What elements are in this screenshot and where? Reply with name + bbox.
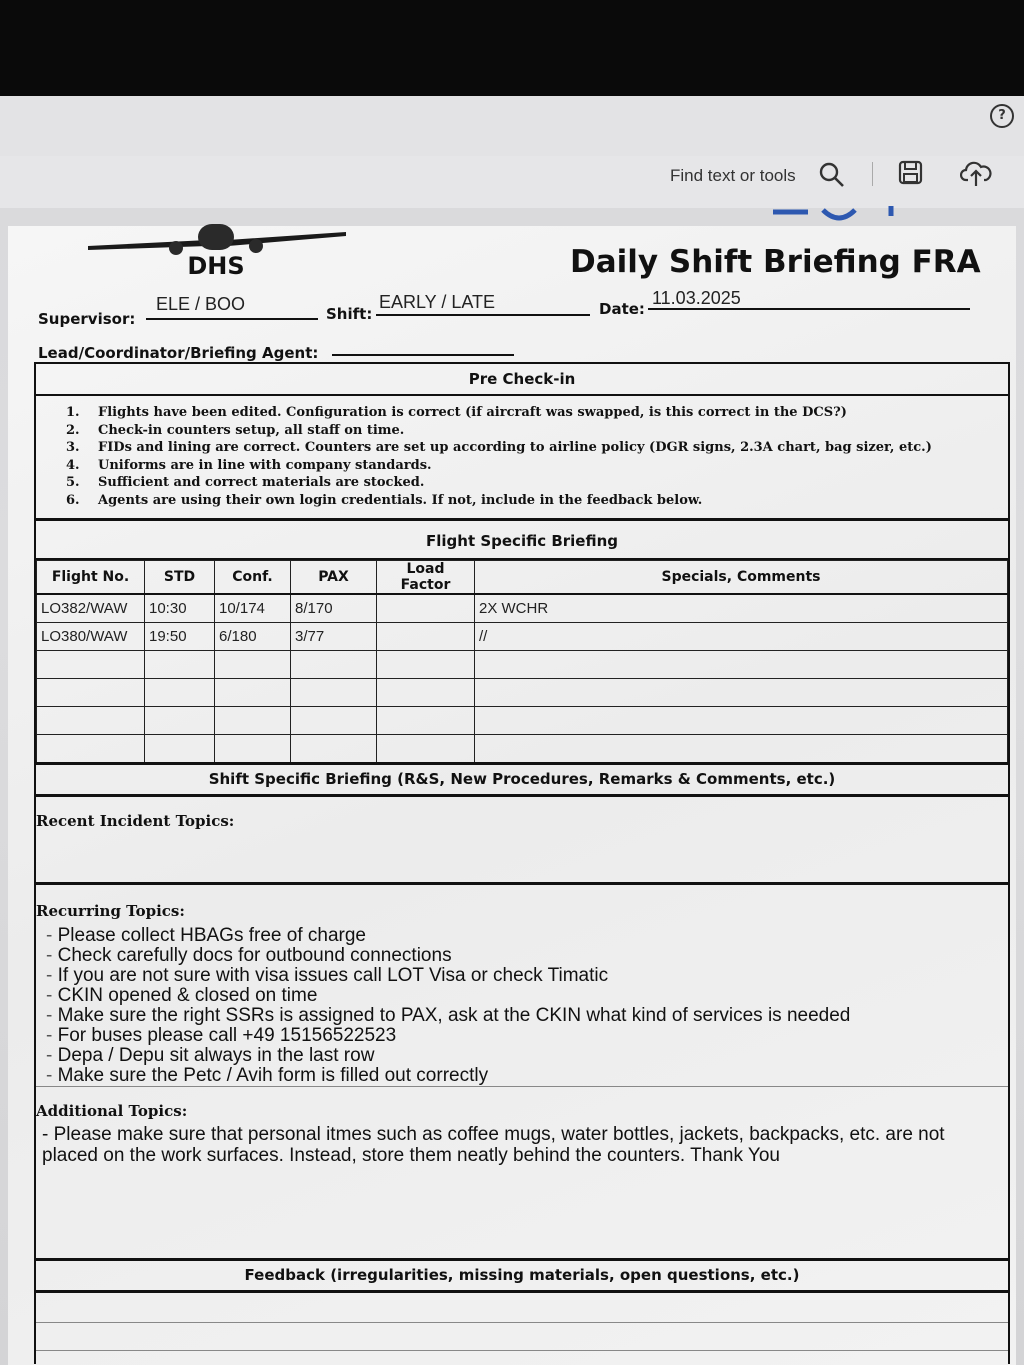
cell-pax[interactable]: 3/77 — [291, 623, 377, 651]
find-text-or-tools-button[interactable]: Find text or tools — [670, 166, 796, 185]
date-underline — [648, 308, 970, 310]
cell-conf[interactable] — [215, 679, 291, 707]
additional-topics-text: - Please make sure that personal itmes such as coffee mugs, water bottles, jackets, backpacks, etc. are not placed on the work surfaces. Instead, store them neatly behind the counters. Thank You — [42, 1124, 945, 1166]
supervisor-label: Supervisor: — [38, 310, 136, 328]
cell-flight-no[interactable] — [37, 679, 145, 707]
feedback-title: Feedback (irregularities, missing materials, open questions, etc.) — [244, 1266, 800, 1284]
divider — [36, 794, 1008, 797]
document-title: Daily Shift Briefing FRA — [570, 244, 981, 280]
lead-coordinator-underline — [332, 354, 514, 356]
pre-checkin-title: Pre Check-in — [468, 370, 576, 388]
cell-load-factor[interactable] — [377, 651, 475, 679]
viewer-top-bar — [0, 96, 1024, 156]
divider — [36, 762, 1008, 765]
supervisor-underline — [146, 318, 318, 320]
table-row — [37, 679, 1008, 707]
table-row — [37, 707, 1008, 735]
save-icon[interactable] — [898, 160, 924, 186]
cell-comments[interactable] — [475, 707, 1008, 735]
divider — [36, 1290, 1008, 1293]
table-row — [37, 651, 1008, 679]
cell-flight-no[interactable]: LO380/WAW — [37, 623, 145, 651]
recurring-topic-item: - CKIN opened & closed on time — [46, 986, 850, 1006]
recent-incident-label: Recent Incident Topics: — [36, 812, 235, 830]
viewer-toolbar — [0, 156, 1024, 208]
cell-comments[interactable] — [475, 679, 1008, 707]
feedback-line[interactable] — [36, 1322, 1008, 1323]
pre-checkin-item: 3. FIDs and lining are correct. Counters are set up according to airline policy (DGR signs, 2.3A chart, bag sizer, etc.) — [66, 440, 932, 455]
cell-pax[interactable] — [291, 735, 377, 763]
cell-conf[interactable] — [215, 707, 291, 735]
cell-conf[interactable] — [215, 735, 291, 763]
cell-flight-no[interactable] — [37, 651, 145, 679]
cell-load-factor[interactable] — [377, 623, 475, 651]
cell-flight-no[interactable]: LO382/WAW — [37, 594, 145, 623]
col-specials-comments: Specials, Comments — [475, 561, 1008, 595]
shift-underline — [376, 314, 590, 316]
cell-load-factor[interactable] — [377, 707, 475, 735]
recurring-topics-list — [46, 926, 850, 1086]
recurring-topic-item: - Make sure the Petc / Avih form is filled out correctly — [46, 1066, 850, 1086]
svg-text:DHS: DHS — [187, 252, 245, 280]
pre-checkin-item: 2. Check-in counters setup, all staff on time. — [66, 422, 405, 438]
table-row — [37, 735, 1008, 763]
feedback-line[interactable] — [36, 1350, 1008, 1351]
recurring-topic-item: - For buses please call +49 15156522523 — [46, 1026, 850, 1046]
cell-comments[interactable]: // — [475, 623, 1008, 651]
recurring-topic-item: - If you are not sure with visa issues call LOT Visa or check Timatic — [46, 966, 850, 986]
shift-briefing-title: Shift Specific Briefing (R&S, New Procedures, Remarks & Comments, etc.) — [208, 770, 836, 788]
pre-checkin-item: 6. Agents are using their own login credentials. If not, include in the feedback below. — [66, 492, 703, 508]
shift-label: Shift: — [326, 305, 373, 323]
help-button[interactable]: ? — [990, 104, 1014, 128]
date-label: Date: — [599, 300, 645, 318]
cell-std[interactable] — [145, 651, 215, 679]
cell-pax[interactable] — [291, 707, 377, 735]
divider — [36, 518, 1008, 521]
divider — [36, 1258, 1008, 1261]
cell-flight-no[interactable] — [37, 707, 145, 735]
col-conf: Conf. — [215, 561, 291, 595]
cell-std[interactable] — [145, 679, 215, 707]
flight-briefing-title: Flight Specific Briefing — [426, 532, 618, 550]
cell-conf[interactable] — [215, 651, 291, 679]
cell-std[interactable]: 10:30 — [145, 594, 215, 623]
cell-comments[interactable]: 2X WCHR — [475, 594, 1008, 623]
date-value[interactable]: 11.03.2025 — [652, 288, 741, 308]
cell-conf[interactable]: 10/174 — [215, 594, 291, 623]
cell-pax[interactable]: 8/170 — [291, 594, 377, 623]
pre-checkin-item: 5. Sufficient and correct materials are stocked. — [66, 475, 425, 490]
cell-std[interactable]: 19:50 — [145, 623, 215, 651]
cell-conf[interactable]: 6/180 — [215, 623, 291, 651]
col-load-factor: Load Factor — [377, 561, 475, 595]
cell-pax[interactable] — [291, 679, 377, 707]
cell-std[interactable] — [145, 707, 215, 735]
supervisor-value[interactable]: ELE / BOO — [156, 294, 246, 314]
table-header-row — [37, 561, 1008, 595]
col-pax: PAX — [291, 561, 377, 595]
flight-table — [36, 560, 1008, 763]
cell-std[interactable] — [145, 735, 215, 763]
pre-checkin-list — [66, 404, 932, 509]
divider — [36, 1086, 1008, 1087]
divider — [36, 394, 1008, 396]
pdf-viewer-window — [0, 96, 1024, 1365]
pdf-page — [8, 226, 1016, 1365]
pre-checkin-item: 4. Uniforms are in line with company standards. — [66, 457, 432, 473]
recurring-topic-item: - Make sure the right SSRs is assigned to PAX, ask at the CKIN what kind of services is needed — [46, 1006, 850, 1026]
pre-checkin-item: 1. Flights have been edited. Configuration is correct (if aircraft was swapped, is this correct in the DCS?) — [66, 405, 847, 420]
airline-logo-partial — [773, 206, 903, 228]
shift-value[interactable]: EARLY / LATE — [379, 292, 496, 312]
cell-load-factor[interactable] — [377, 594, 475, 623]
recurring-topic-item: - Depa / Depu sit always in the last row — [46, 1046, 850, 1066]
recurring-topic-item: - Check carefully docs for outbound connections — [46, 946, 850, 966]
cell-comments[interactable] — [475, 735, 1008, 763]
search-icon[interactable] — [818, 161, 846, 189]
cloud-upload-icon[interactable] — [960, 158, 992, 188]
recurring-topics-label: Recurring Topics: — [36, 902, 185, 920]
cell-load-factor[interactable] — [377, 679, 475, 707]
briefing-form — [34, 362, 1010, 1364]
cell-pax[interactable] — [291, 651, 377, 679]
cell-comments[interactable] — [475, 651, 1008, 679]
recurring-topic-item: - Please collect HBAGs free of charge — [46, 926, 850, 946]
col-std: STD — [145, 561, 215, 595]
table-row — [37, 594, 1008, 623]
cell-flight-no[interactable] — [37, 735, 145, 763]
cell-load-factor[interactable] — [377, 735, 475, 763]
table-row — [37, 623, 1008, 651]
dhs-airplane-logo — [88, 220, 348, 280]
additional-topics-label: Additional Topics: — [36, 1102, 188, 1120]
col-flight-no: Flight No. — [37, 561, 145, 595]
divider — [36, 882, 1008, 885]
toolbar-divider — [872, 162, 873, 186]
lead-coordinator-label: Lead/Coordinator/Briefing Agent: — [38, 344, 319, 362]
